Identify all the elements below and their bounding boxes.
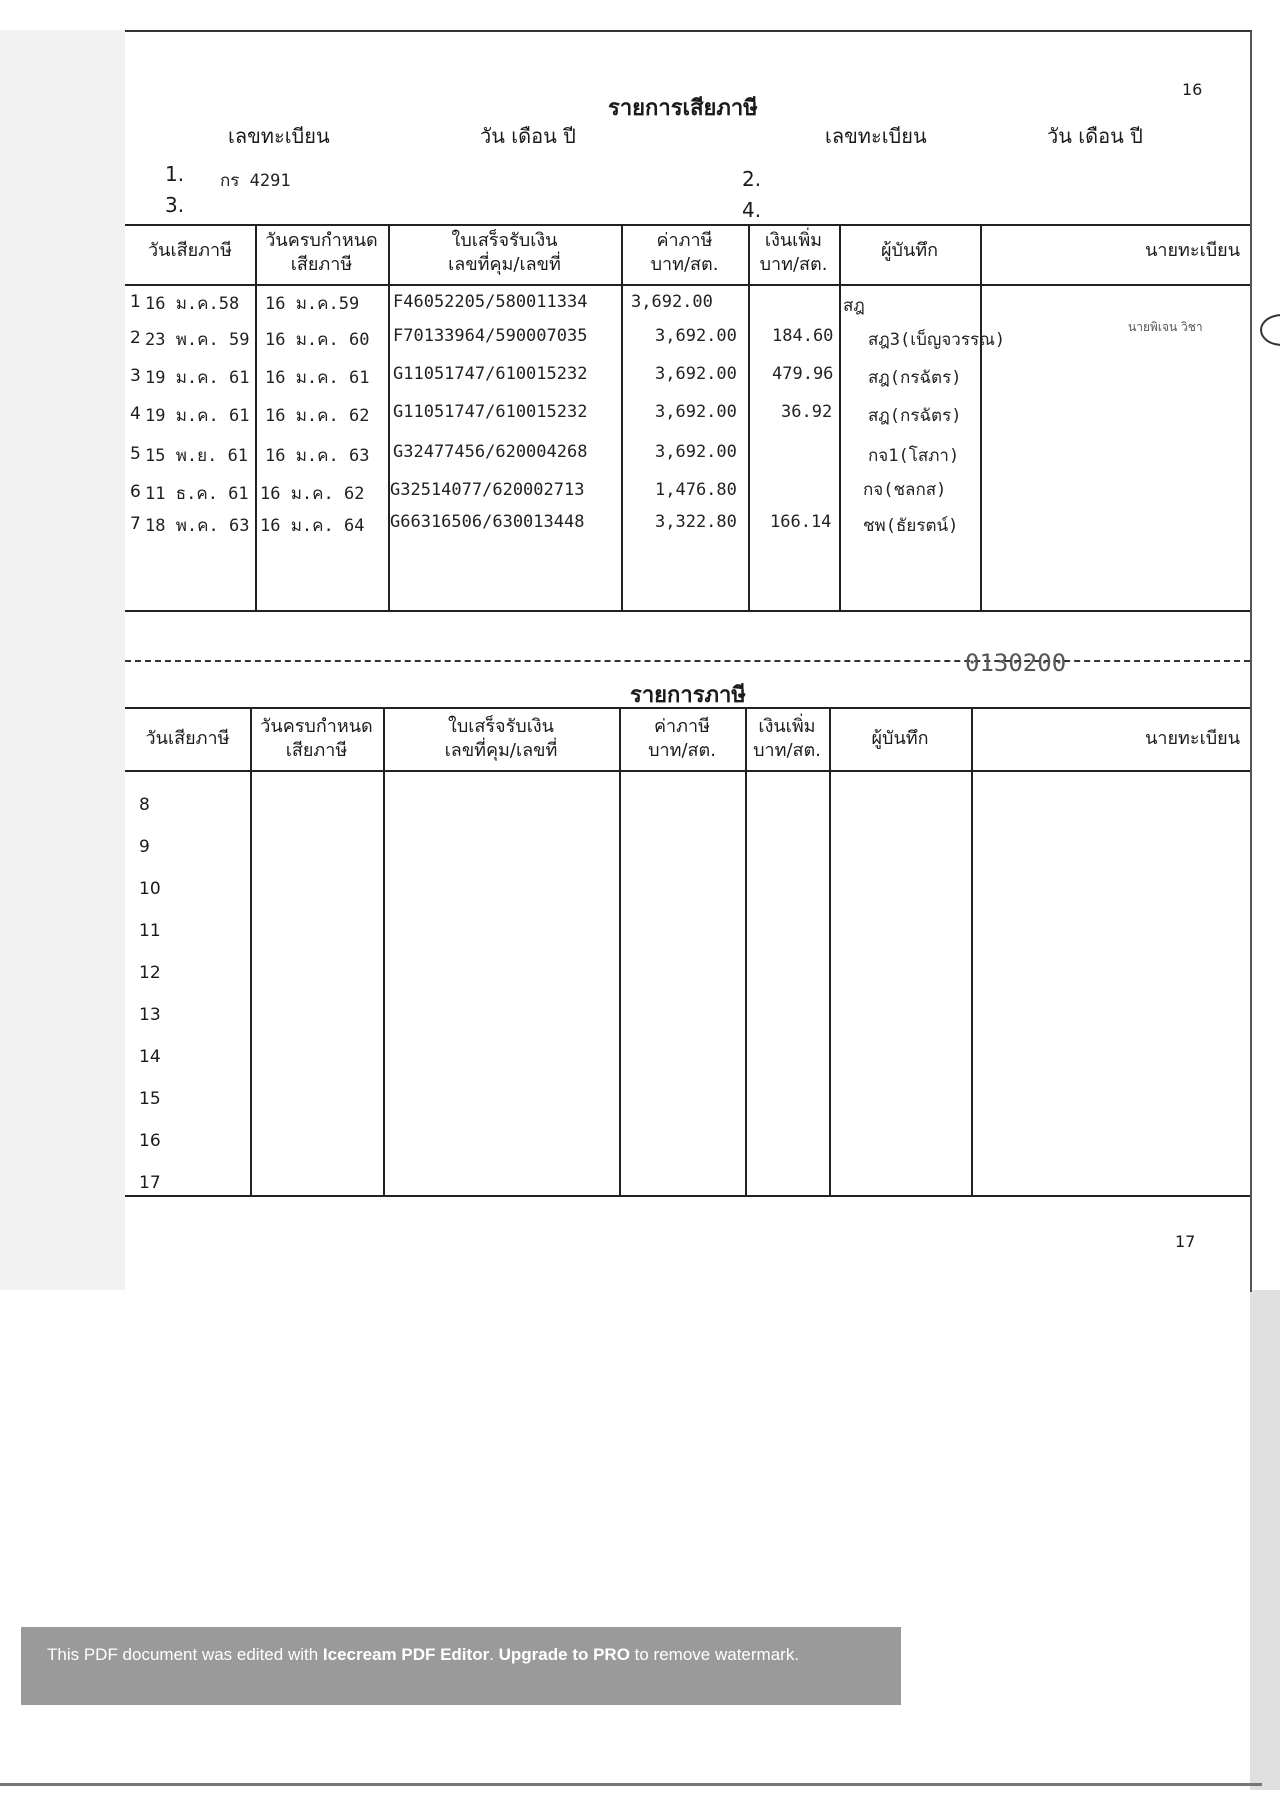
extra-cell: 479.96 [772, 364, 834, 384]
table1-top-border [125, 224, 1250, 226]
col-reg-right: เลขทะเบียน [825, 124, 927, 148]
table1-header-border [125, 284, 1250, 286]
pay-date-cell: 18 พ.ค. 63 [145, 516, 250, 536]
watermark-upgrade-link[interactable]: Upgrade to PRO [498, 1645, 630, 1664]
table2-col-divider [250, 707, 252, 1195]
tax-cell: 3,692.00 [655, 326, 737, 346]
recorder-cell: สฎ [843, 296, 865, 316]
due-date-cell: 16 ม.ค. 62 [265, 406, 370, 426]
table2-header-border [125, 770, 1250, 772]
due-date-cell: 16 ม.ค. 64 [260, 516, 365, 536]
row-number: 15 [139, 1089, 161, 1109]
recorder-cell: ชพ(ธัยรตน์) [863, 516, 959, 536]
row-number: 13 [139, 1005, 161, 1025]
header-extra: เงินเพิ่ม บาท/สต. [753, 716, 821, 761]
receipt-cell: F46052205/580011334 [393, 292, 588, 312]
extra-cell: 36.92 [781, 402, 833, 422]
tax-cell: 3,692.00 [631, 292, 713, 312]
watermark-text: This PDF document was edited with [47, 1645, 323, 1664]
table2-bottom-border [125, 1195, 1250, 1197]
header-receipt: ใบเสร็จรับเงิน เลขที่คุม/เลขที่ [444, 716, 558, 761]
row-number: 16 [139, 1131, 161, 1151]
table1-col-divider [621, 224, 623, 610]
row-number: 9 [139, 837, 150, 857]
table2-col-divider [619, 707, 621, 1195]
reg-row-value: กร 4291 [220, 171, 291, 191]
receipt-cell: G32514077/620002713 [390, 480, 585, 500]
header-tax: ค่าภาษี บาท/สต. [650, 230, 719, 275]
col-reg-left: เลขทะเบียน [228, 124, 330, 148]
header-registrar: นายทะเบียน [1145, 728, 1240, 749]
due-date-cell: 16 ม.ค. 63 [265, 446, 370, 466]
tax-cell: 3,322.80 [655, 512, 737, 532]
recorder-cell: สฎ3(เบ็ญจวรรณ) [868, 330, 1006, 350]
col-date-left: วัน เดือน ปี [480, 124, 576, 148]
header-extra: เงินเพิ่ม บาท/สต. [759, 230, 828, 275]
tax-cell: 3,692.00 [655, 442, 737, 462]
page-number-bottom: 17 [1175, 1232, 1196, 1251]
row-number: 5 [130, 444, 141, 464]
table2-col-divider [829, 707, 831, 1195]
table1-col-divider [255, 224, 257, 610]
due-date-cell: 16 ม.ค.59 [265, 294, 360, 314]
recorder-cell: สฎ(กรฉัตร) [868, 406, 962, 426]
table2-col-divider [971, 707, 973, 1195]
header-due-date: วันครบกำหนด เสียภาษี [265, 230, 378, 275]
recorder-cell: กจ(ชลกส) [863, 480, 947, 500]
reg-row-num: 4. [742, 198, 762, 222]
table2-top-border [125, 707, 1250, 709]
extra-cell: 184.60 [772, 326, 834, 346]
table1-col-divider [839, 224, 841, 610]
table1-col-divider [980, 224, 982, 610]
due-date-cell: 16 ม.ค. 60 [265, 330, 370, 350]
row-number: 7 [130, 514, 141, 534]
row-number: 17 [139, 1173, 161, 1193]
row-number: 3 [130, 366, 141, 386]
header-recorder: ผู้บันทึก [880, 240, 939, 261]
section-separator [125, 660, 1250, 662]
row-number: 2 [130, 328, 141, 348]
scan-bottom-rule [0, 1783, 1262, 1786]
table1-col-divider [388, 224, 390, 610]
scan-edge-left [0, 30, 125, 1290]
recorder-cell: กจ1(โสภา) [868, 446, 960, 466]
row-number: 8 [139, 795, 150, 815]
pay-date-cell: 19 ม.ค. 61 [145, 368, 250, 388]
watermark-separator: . [489, 1645, 499, 1664]
header-pay-date: วันเสียภาษี [145, 728, 230, 749]
tax-cell: 1,476.80 [655, 480, 737, 500]
row-number: 1 [130, 292, 141, 312]
row-number: 12 [139, 963, 161, 983]
due-date-cell: 16 ม.ค. 61 [265, 368, 370, 388]
due-date-cell: 16 ม.ค. 62 [260, 484, 365, 504]
pay-date-cell: 11 ธ.ค. 61 [145, 484, 249, 504]
receipt-cell: G66316506/630013448 [390, 512, 585, 532]
col-date-right: วัน เดือน ปี [1047, 124, 1143, 148]
row-number: 4 [130, 404, 141, 424]
row-number: 11 [139, 921, 161, 941]
pay-date-cell: 19 ม.ค. 61 [145, 406, 250, 426]
header-recorder: ผู้บันทึก [871, 728, 929, 749]
table1-bottom-border [125, 610, 1250, 612]
table1-col-divider [748, 224, 750, 610]
reg-row-num: 1. [165, 162, 185, 186]
watermark-banner[interactable] [21, 1627, 901, 1705]
row-number: 14 [139, 1047, 161, 1067]
section1-title: รายการเสียภาษี [608, 96, 758, 121]
watermark-text-end: to remove watermark. [629, 1645, 800, 1664]
receipt-cell: F70133964/590007035 [393, 326, 588, 346]
reg-row-num: 2. [742, 167, 762, 191]
registrar-signature [1260, 314, 1280, 346]
header-registrar: นายทะเบียน [1145, 240, 1240, 261]
document-sheet [125, 30, 1252, 1292]
header-receipt: ใบเสร็จรับเงิน เลขที่คุม/เลขที่ [448, 230, 561, 275]
receipt-cell: G11051747/610015232 [393, 364, 588, 384]
row-number: 10 [139, 879, 161, 899]
tax-cell: 3,692.00 [655, 402, 737, 422]
scan-edge-right [1250, 1290, 1280, 1790]
pay-date-cell: 23 พ.ค. 59 [145, 330, 250, 350]
stamp-number: 0130200 [965, 649, 1067, 677]
header-tax: ค่าภาษี บาท/สต. [648, 716, 716, 761]
registrar-name: นายพิเจน วิชา [1128, 320, 1203, 334]
extra-cell: 166.14 [770, 512, 832, 532]
header-due-date: วันครบกำหนด เสียภาษี [260, 716, 373, 761]
table2-col-divider [745, 707, 747, 1195]
recorder-cell: สฎ(กรฉัตร) [868, 368, 962, 388]
receipt-cell: G32477456/620004268 [393, 442, 588, 462]
pay-date-cell: 15 พ.ย. 61 [145, 446, 249, 466]
tax-cell: 3,692.00 [655, 364, 737, 384]
watermark-app-name: Icecream PDF Editor [322, 1645, 490, 1664]
page-number-top: 16 [1182, 80, 1203, 99]
pay-date-cell: 16 ม.ค.58 [145, 294, 240, 314]
header-pay-date: วันเสียภาษี [148, 240, 232, 261]
section2-title: รายการภาษี [630, 683, 746, 708]
row-number: 6 [130, 482, 141, 502]
reg-row-num: 3. [165, 193, 185, 217]
table2-col-divider [383, 707, 385, 1195]
receipt-cell: G11051747/610015232 [393, 402, 588, 422]
